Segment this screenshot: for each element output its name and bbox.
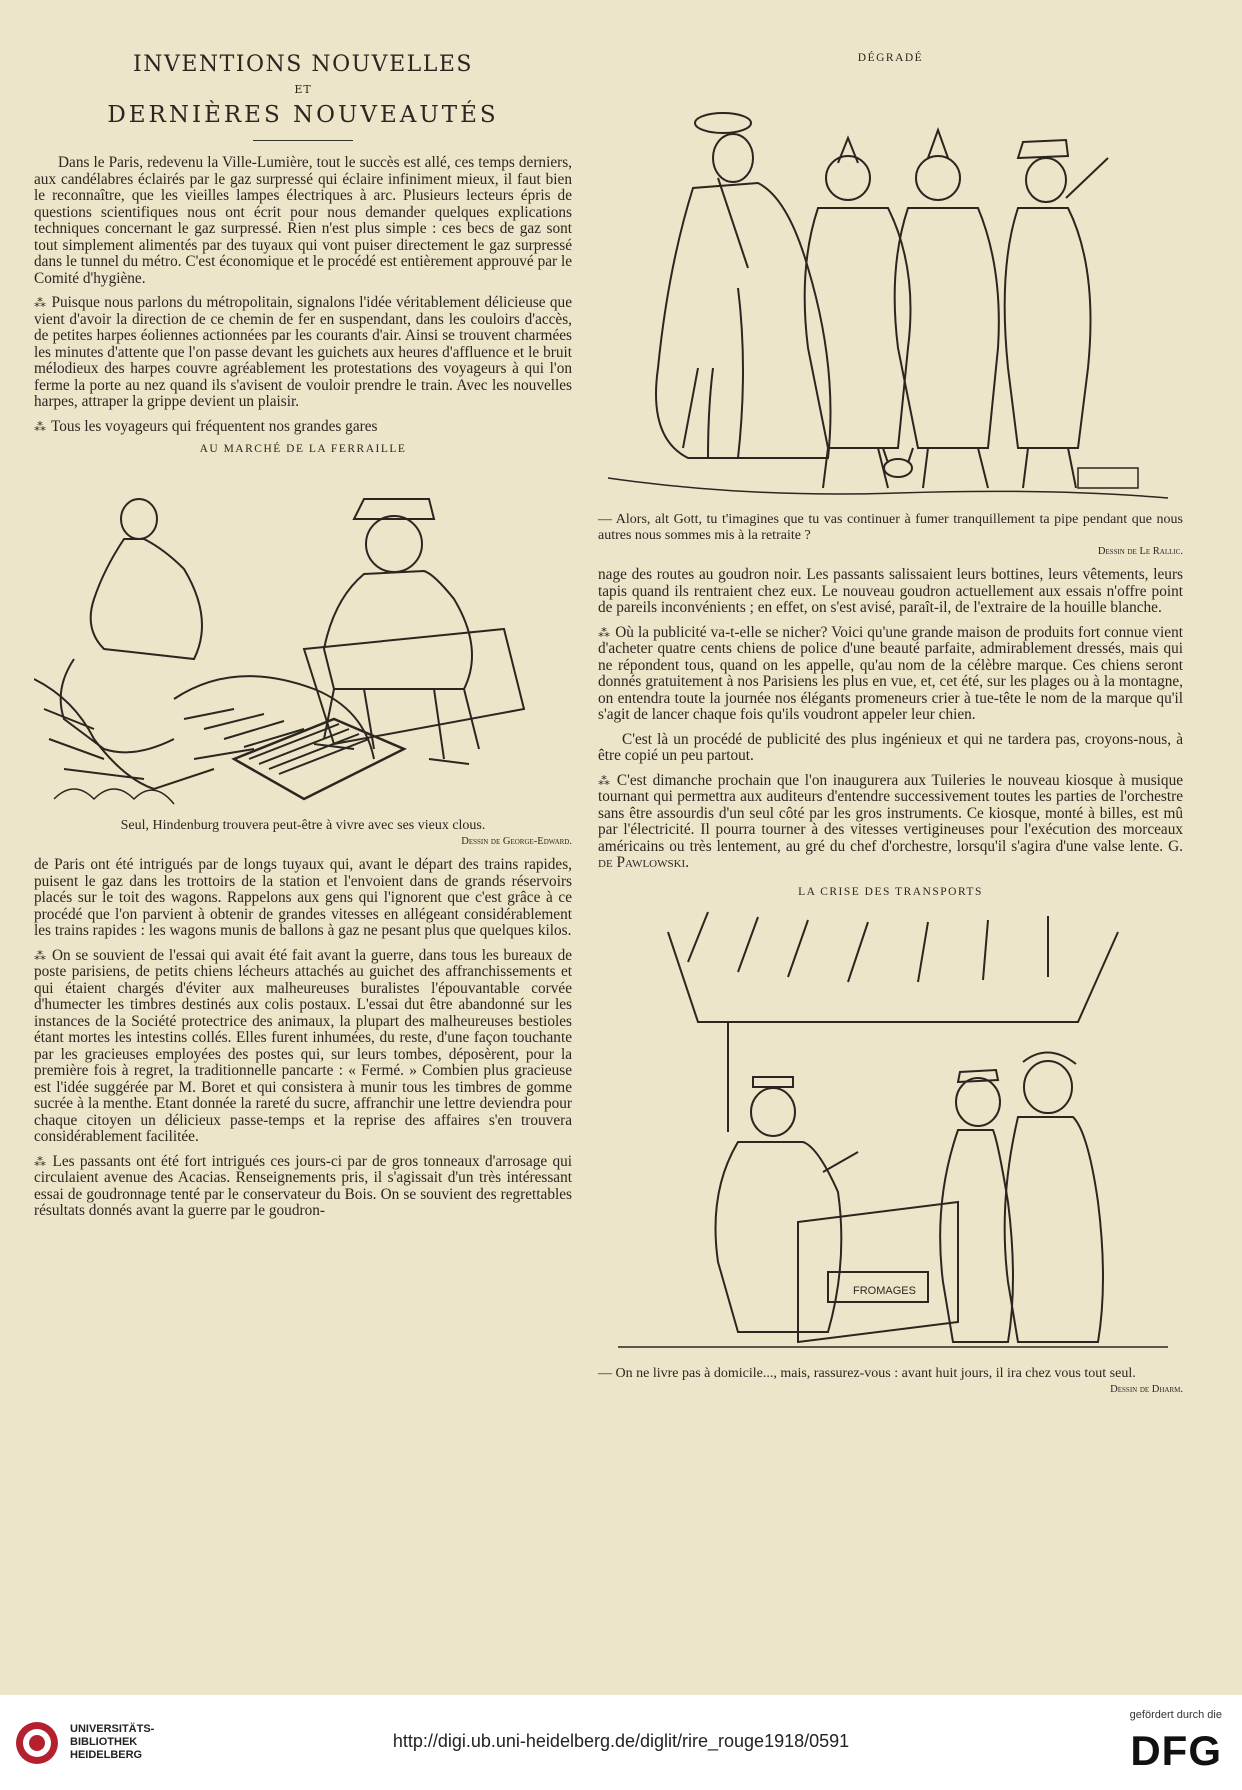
paragraph: Dans le Paris, redevenu la Ville-Lumière, tout le succès est allé, ces temps derniers, aux candélabres éclairés par le gaz surpressé qui éclaire infiniment mieux, il faut bien le reconnaître, que les vieilles lampes électriques à arc. Plusieurs lecteurs épris de questions scientifiques nous ont écrit pour nous demander quelques explications techniques concernant le gaz surpressé. Rien n'est plus simple : ces becs de gaz sont tout simplement alimentés par des tuyaux qui vont puiser directement le gaz surpressé dans le tunnel du métro. C'est économique et le procédé est entièrement approuvé par le Comité d'hygiène. (34, 154, 572, 287)
illustration-hindenburg (34, 459, 572, 814)
article-subtitle: DERNIÈRES NOUVEAUTÉS (107, 102, 499, 128)
paragraph: ⁂ Puisque nous parlons du métropolitain, signalons l'idée véritablement délicieuse que vient d'avoir la direction de ce chemin de fer en suspendant, dans les couloirs d'accès, de petites harpes éoliennes actionnées par les courants d'air. Ainsi se trouvent charmées les minutes d'attente que l'on passe devant les guichets aux heures d'affluence et le bruit mélodieux des harpes couvre agréablement les protestations des voyageurs à qui l'on ferme la porte au nez quand ils s'avisent de vouloir prendre le train. Avec les nouvelles harpes, attraper la grippe devient un plaisir. (34, 294, 572, 410)
funding-label: gefördert durch die (1129, 1709, 1222, 1721)
paragraph: nage des routes au goudron noir. Les passants salissaient leurs bottines, leurs vêtements, leurs tapis quand ils rentraient chez eux. Le nouveau goudron actuellement aux essais n'offre point de pareils inconvénients ; en effet, on s'est avisé, paraît-il, de l'extraire de la houille blanche. (598, 566, 1183, 616)
illustration-caption: — On ne livre pas à domicile..., mais, rassurez-vous : avant huit jours, il ira chez vous tout seul. (598, 1365, 1136, 1381)
paragraph: ⁂ C'est dimanche prochain que l'on inaugurera aux Tuileries le nouveau kiosque à musique tournant qui permettra aux auditeurs d'entendre successivement toutes les parties de l'orchestre sans être assourdis d'un seul côté par les gros instruments. Ce kiosque, monté à billes, est mû par l'électricité. Il pourra tourner à des vitesses vertigineuses pour l'exécution des morceaux américains ou très lentement, au gré du chef d'orchestre, lorsqu'il s'agira d'une valse lente. G. de Pawlowski. (598, 771, 1184, 871)
illustration-caption: — Alors, alt Gott, tu t'imagines que tu vas continuer à fumer tranquillement ta pipe pendant que nous autres nous sommes mis à la retraite ? (598, 512, 1183, 543)
fromages-label: FROMAGES (853, 1284, 916, 1297)
dfg-logo: DFG (1130, 1727, 1222, 1774)
article-title: INVENTIONS NOUVELLES (133, 52, 473, 77)
asterism-icon: ⁂ (34, 419, 45, 434)
illustration-title: DÉGRADÉ (857, 52, 924, 64)
illustration-credit: Dessin de George-Edward. (461, 836, 572, 847)
illustration-degrade (598, 68, 1183, 508)
paragraph: ⁂ Tous les voyageurs qui fréquentent nos grandes gares (34, 417, 378, 435)
paragraph: ⁂ On se souvient de l'essai qui avait été fait avant la guerre, dans tous les bureaux de poste parisiens, de petits chiens lécheurs attachés au guichet des affranchissements et qui étaient chargés d'éviter aux malheureuses buralistes l'épouvantable corvée d'humecter les timbres destinés aux colis postaux. L'essai dut être abandonné sur les instances de la Société protectrice des animaux, la plupart des malheureuses bestioles étant mortes les intestins collés. Elles furent inhumées, du reste, d'une façon touchante par les gracieuses employées des postes qui, sur leurs tombes, déposèrent, pour la première fois à regret, la traditionnelle pancarte : « Fermé. » Combien plus gracieuse est l'idée suggérée par M. Boret et qui consistera à munir tous les timbres de gomme sucrée à la menthe. Etant donnée la rareté du sucre, affranchir une lettre deviendra pour chaque citoyen un délicieux passe-temps et la reprise des affaires s'en trouvera considérablement facilitée. (34, 946, 573, 1145)
asterism-icon: ⁂ (34, 1154, 47, 1169)
illustration-title: LA CRISE DES TRANSPORTS (798, 885, 983, 898)
author-signature: G. de Pawlowski. (598, 837, 1183, 871)
digitization-footer (0, 1695, 1242, 1790)
right-column (598, 52, 1183, 1405)
source-url-link[interactable]: http://digi.ub.uni-heidelberg.de/diglit/rire_rouge1918/0591 (392, 1731, 850, 1751)
asterism-icon: ⁂ (34, 948, 46, 963)
illustration-credit: Dessin de Dharm. (1110, 1383, 1183, 1395)
left-column (34, 52, 572, 1228)
paragraph: C'est là un procédé de publicité des plus ingénieux et qui ne tardera pas, croyons-nous, à être copié un peu partout. (598, 730, 1183, 764)
university-library-name: UNIVERSITÄTS- BIBLIOTHEK HEIDELBERG (70, 1723, 155, 1761)
illustration-crise-transports (598, 902, 1183, 1362)
article-title-et: ET (294, 83, 312, 96)
asterism-icon: ⁂ (598, 773, 611, 788)
asterism-icon: ⁂ (34, 296, 46, 310)
paragraph: ⁂ Où la publicité va-t-elle se nicher? Voici qu'une grande maison de produits fort connue vient d'acheter quatre cents chiens de police d'une beauté parfaite, admirablement dressés, mais qui ne répondent tous, quand on les appelle, qu'au nom de la célèbre marque. Ces chiens seront donnés gratuitement à nos Parisiens les plus en vue, et, cet été, sur les plages ou à la montagne, on entendra toute la journée nos élégants promeneurs crier à tue-tête le nom de la marque qu'il s'agit de lancer chaque fois qu'ils voudront appeler leur chien. (598, 623, 1183, 723)
illustration-title: AU MARCHÉ DE LA FERRAILLE (199, 443, 407, 455)
asterism-icon: ⁂ (598, 625, 610, 640)
paragraph: ⁂ Les passants ont été fort intrigués ces jours-ci par de gros tonneaux d'arrosage qui circulaient avenue des Acacias. Renseignements pris, il s'agissait d'un très intéressant essai de goudronnage tenté par le conservateur du Bois. On se souvient des regrettables résultats donnés avant la guerre par le goudron- (34, 1152, 573, 1219)
paragraph: de Paris ont été intrigués par de longs tuyaux qui, avant le départ des trains rapides, puisent le gaz dans les trottoirs de la station et l'envoient dans de grands réservoirs placés sur le toit des wagons. Rappelons aux gens qui l'ignorent que c'est grâce à ce procédé que l'on parvient à obtenir de grandes vitesses en allégeant considérablement les trains rapides : les wagons munis de ballons à gaz ne pesant plus que quelques kilos. (34, 856, 572, 939)
illustration-caption: Seul, Hindenburg trouvera peut-être à vivre avec ses vieux clous. (120, 818, 486, 833)
illustration-credit: Dessin de Le Rallic. (1097, 546, 1183, 557)
title-divider (253, 140, 353, 141)
